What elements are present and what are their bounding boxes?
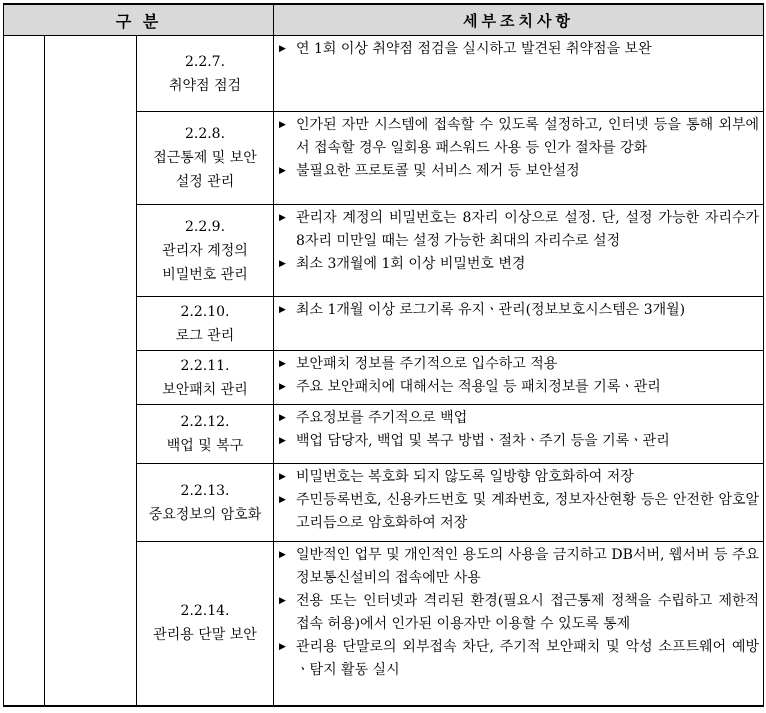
triangle-bullet-icon: ▶ <box>279 436 286 446</box>
detail-list <box>274 38 759 61</box>
triangle-bullet-icon: ▶ <box>279 642 286 652</box>
detail-item <box>274 430 759 453</box>
detail-item <box>274 160 759 183</box>
category-number: 2.2.8. <box>184 126 226 142</box>
triangle-bullet-icon: ▶ <box>279 550 286 560</box>
category-number: 2.2.14. <box>180 603 230 620</box>
category-title: 관리용 단말 보안 <box>153 627 257 644</box>
detail-item <box>274 207 759 253</box>
detail-item <box>274 253 759 276</box>
detail-list <box>274 353 759 399</box>
category-cell <box>137 542 274 706</box>
category-title: 로그 관리 <box>175 327 235 344</box>
table-header-row <box>4 4 764 36</box>
category-number: 2.2.7. <box>184 53 226 70</box>
category-title: 접근통제 및 보안 <box>153 150 257 166</box>
detail-item <box>274 407 759 430</box>
detail-list <box>274 544 759 682</box>
category-cell <box>137 351 274 405</box>
detail-cell <box>274 112 764 205</box>
detail-item-text: 주민등록번호, 신용카드번호 및 계좌번호, 정보자산현황 등은 안전한 암호알고리듬으로 암호화하여 저장 <box>296 492 760 531</box>
category-number: 2.2.9. <box>184 218 226 235</box>
detail-list <box>274 407 759 453</box>
blank-col-2 <box>45 36 137 706</box>
detail-cell <box>274 542 764 706</box>
category-number: 2.2.12. <box>180 414 230 430</box>
detail-item-text: 백업 담당자, 백업 및 복구 방법ㆍ절차ㆍ주기 등을 기록ㆍ관리 <box>296 433 670 449</box>
detail-list <box>274 114 759 183</box>
triangle-bullet-icon: ▶ <box>279 120 286 130</box>
header-detail-measures: 세부조치사항 <box>274 4 764 36</box>
category-cell <box>137 405 274 464</box>
detail-item <box>274 590 759 636</box>
detail-cell <box>274 405 764 464</box>
header-category: 구 분 <box>4 4 274 36</box>
detail-item-text: 불필요한 프로토콜 및 서비스 제거 등 보안설정 <box>296 163 580 179</box>
triangle-bullet-icon: ▶ <box>279 259 286 269</box>
detail-item <box>274 466 759 489</box>
table-row <box>4 36 764 112</box>
detail-item <box>274 38 759 61</box>
triangle-bullet-icon: ▶ <box>279 472 286 482</box>
detail-item-text: 주요정보를 주기적으로 백업 <box>296 410 468 426</box>
triangle-bullet-icon: ▶ <box>279 413 286 423</box>
detail-item-text: 인가된 자만 시스템에 접속할 수 있도록 설정하고, 인터넷 등을 통해 외부에서 접속할 경우 일회용 패스워드 사용 등 인가 절차를 강화 <box>296 117 760 156</box>
detail-cell <box>274 297 764 351</box>
detail-list <box>274 466 759 535</box>
triangle-bullet-icon: ▶ <box>279 359 286 369</box>
detail-item-text: 최소 3개월에 1회 이상 비밀번호 변경 <box>296 256 526 272</box>
category-title: 중요정보의 암호화 <box>148 506 262 523</box>
detail-item <box>274 544 759 590</box>
category-cell <box>137 297 274 351</box>
category-title: 백업 및 복구 <box>166 438 244 454</box>
detail-item-text: 비밀번호는 복호화 되지 않도록 일방향 암호화하여 저장 <box>296 469 634 485</box>
category-number: 2.2.13. <box>180 482 230 499</box>
detail-item <box>274 299 759 322</box>
category-title: 설정 관리 <box>175 174 235 190</box>
detail-item-text: 관리자 계정의 비밀번호는 8자리 이상으로 설정. 단, 설정 가능한 자리수가 8자리 미만일 때는 설정 가능한 최대의 자리수로 설정 <box>296 210 760 249</box>
detail-cell <box>274 464 764 542</box>
category-cell <box>137 112 274 205</box>
detail-item <box>274 114 759 160</box>
category-title: 보안패치 관리 <box>162 381 248 398</box>
triangle-bullet-icon: ▶ <box>279 382 286 392</box>
detail-item <box>274 353 759 376</box>
category-number: 2.2.11. <box>180 357 230 374</box>
detail-item-text: 전용 또는 인터넷과 격리된 환경(필요시 접근통제 정책을 수립하고 제한적 접속 허용)에서 인가된 이용자만 이용할 수 있도록 통제 <box>296 593 760 632</box>
security-measures-table <box>3 3 764 707</box>
detail-item <box>274 489 759 535</box>
triangle-bullet-icon: ▶ <box>279 305 286 315</box>
category-cell <box>137 464 274 542</box>
category-title: 취약점 점검 <box>168 77 242 94</box>
detail-item-text: 주요 보안패치에 대해서는 적용일 등 패치정보를 기록ㆍ관리 <box>296 379 661 395</box>
detail-item <box>274 636 759 682</box>
triangle-bullet-icon: ▶ <box>279 596 286 606</box>
detail-list <box>274 299 759 322</box>
category-cell <box>137 36 274 112</box>
triangle-bullet-icon: ▶ <box>279 495 286 505</box>
detail-item <box>274 376 759 399</box>
detail-cell <box>274 205 764 297</box>
blank-col-1 <box>4 36 45 706</box>
triangle-bullet-icon: ▶ <box>279 213 286 223</box>
detail-item-text: 관리용 단말로의 외부접속 차단, 주기적 보안패치 및 악성 소프트웨어 예방ㆍ탐지 활동 실시 <box>296 639 760 678</box>
detail-item-text: 연 1회 이상 취약점 점검을 실시하고 발견된 취약점을 보완 <box>296 41 652 57</box>
detail-item-text: 보안패치 정보를 주기적으로 입수하고 적용 <box>296 356 558 372</box>
category-title: 관리자 계정의 <box>162 242 248 259</box>
category-title: 비밀번호 관리 <box>162 266 248 283</box>
detail-item-text: 최소 1개월 이상 로그기록 유지ㆍ관리(정보보호시스템은 3개월) <box>296 302 686 318</box>
detail-cell <box>274 351 764 405</box>
detail-item-text: 일반적인 업무 및 개인적인 용도의 사용을 금지하고 DB서버, 웹서버 등 주요 정보통신설비의 접속에만 사용 <box>296 547 760 586</box>
detail-list <box>274 207 759 276</box>
triangle-bullet-icon: ▶ <box>279 166 286 176</box>
category-cell <box>137 205 274 297</box>
category-number: 2.2.10. <box>180 303 230 320</box>
detail-cell <box>274 36 764 112</box>
triangle-bullet-icon: ▶ <box>279 44 286 54</box>
